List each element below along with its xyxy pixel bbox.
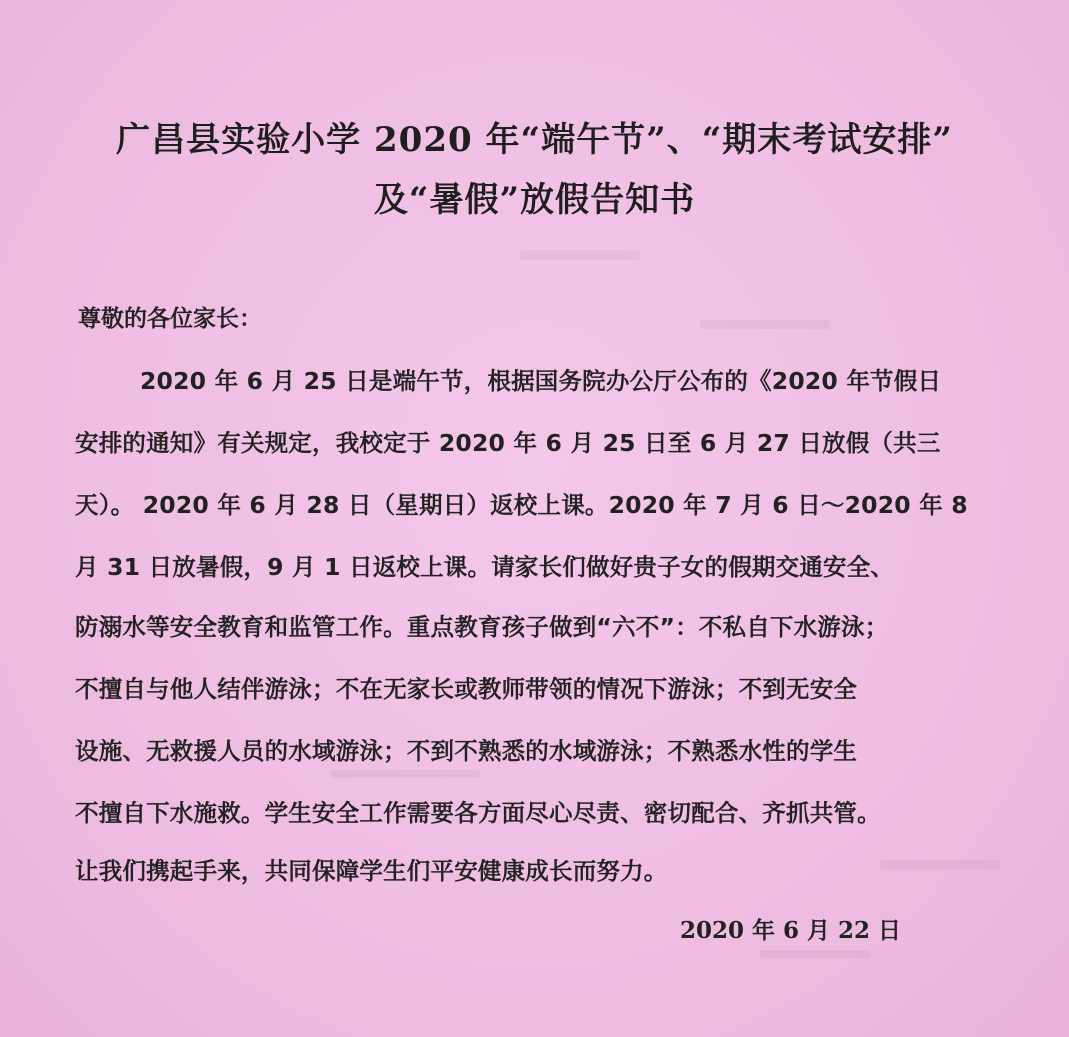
notice-title-line-2: 及“暑假”放假告知书 [373, 180, 696, 220]
body-line: 2020 年 6 月 25 日是端午节，根据国务院办公厅公布的《2020 年节假日 [140, 367, 942, 395]
body-line: 让我们携起手来，共同保障学生们平安健康成长而努力。 [75, 857, 668, 885]
body-line: 设施、无救援人员的水域游泳；不到不熟悉的水域游泳；不熟悉水性的学生 [75, 737, 858, 765]
bleed-through-mark [520, 250, 640, 260]
notice-title-line-1: 广昌县实验小学 2020 年“端午节”、“期末考试安排” [116, 120, 953, 160]
body-line: 天）。 2020 年 6 月 28 日（星期日）返校上课。2020 年 7 月 6 日～2020 年 8 [75, 491, 968, 519]
body-line: 安排的通知》有关规定，我校定于 2020 年 6 月 25 日至 6 月 27 日放假（共三 [75, 429, 941, 457]
body-line: 防溺水等安全教育和监管工作。重点教育孩子做到“六不”：不私自下水游泳； [75, 613, 889, 641]
bleed-through-mark [700, 320, 830, 329]
bleed-through-mark [760, 950, 870, 958]
body-line: 不擅自与他人结伴游泳；不在无家长或教师带领的情况下游泳；不到无安全 [75, 675, 858, 703]
salutation: 尊敬的各位家长： [78, 306, 262, 332]
body-line: 月 31 日放暑假，9 月 1 日返校上课。请家长们做好贵子女的假期交通安全、 [75, 553, 895, 581]
notice-date: 2020 年 6 月 22 日 [680, 917, 902, 944]
body-line: 不擅自下水施救。学生安全工作需要各方面尽心尽责、密切配合、齐抓共管。 [75, 799, 881, 827]
bleed-through-mark [330, 770, 480, 778]
bleed-through-mark [880, 860, 1000, 869]
